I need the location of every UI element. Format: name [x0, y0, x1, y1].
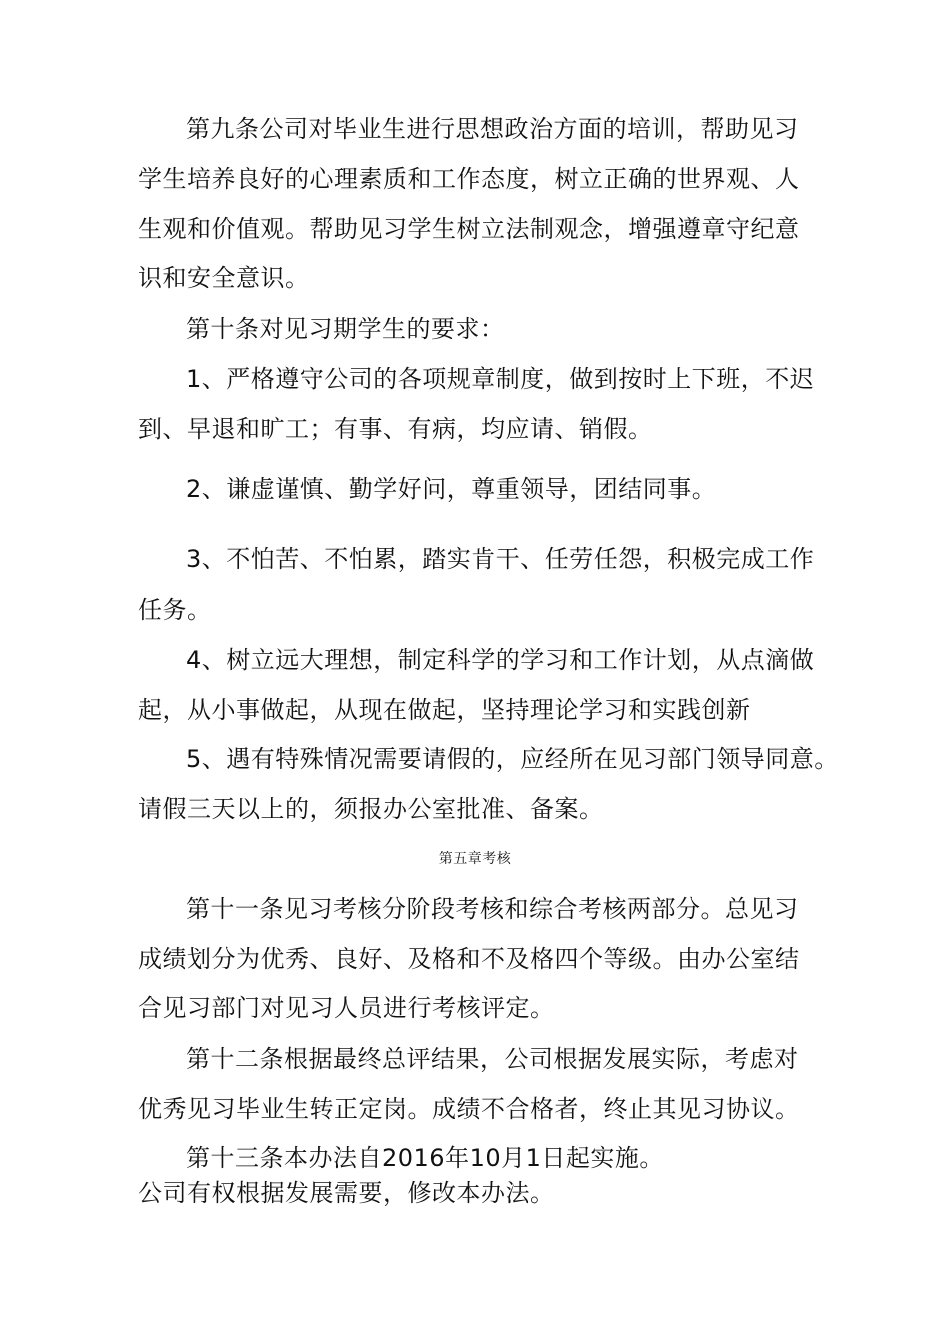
requirement-item-4-line: 4、树立远大理想，制定科学的学习和工作计划，从点滴做: [186, 646, 815, 674]
paragraph-line: 第十一条见习考核分阶段考核和综合考核两部分。总见习: [186, 895, 799, 923]
paragraph-line: 生观和价值观。帮助见习学生树立法制观念，增强遵章守纪意: [138, 215, 800, 243]
paragraph-line: 合见习部门对见习人员进行考核评定。: [138, 994, 555, 1022]
requirement-item-3-line: 任务。: [138, 596, 212, 624]
requirement-item-2-line: 2、谦虚谨慎、勤学好问，尊重领导，团结同事。: [186, 475, 717, 503]
chapter-title: 第五章考核: [438, 851, 512, 867]
paragraph-line: 成绩划分为优秀、良好、及格和不及格四个等级。由办公室结: [138, 945, 800, 973]
requirement-item-1-line: 1、严格遵守公司的各项规章制度，做到按时上下班，不迟: [186, 365, 815, 393]
paragraph-line: 优秀见习毕业生转正定岗。成绩不合格者，终止其见习协议。: [138, 1095, 800, 1123]
article-10-heading: 第十条对见习期学生的要求：: [186, 315, 505, 343]
paragraph-line: 第十三条本办法自2016年10月1日起实施。: [186, 1144, 664, 1172]
paragraph-line: 第九条公司对毕业生进行思想政治方面的培训，帮助见习: [186, 115, 799, 143]
requirement-item-5-line: 请假三天以上的，须报办公室批准、备案。: [138, 795, 604, 823]
paragraph-line: 识和安全意识。: [138, 264, 310, 292]
paragraph-line: 第十二条根据最终总评结果，公司根据发展实际，考虑对: [186, 1045, 799, 1073]
requirement-item-5-line: 5、遇有特殊情况需要请假的，应经所在见习部门领导同意。: [186, 745, 839, 773]
requirement-item-4-line: 起，从小事做起，从现在做起，坚持理论学习和实践创新: [138, 696, 751, 724]
requirement-item-3-line: 3、不怕苦、不怕累，踏实肯干、任劳任怨，积极完成工作: [186, 545, 815, 573]
paragraph-line: 公司有权根据发展需要，修改本办法。: [138, 1179, 555, 1207]
requirement-item-1-line: 到、早退和旷工；有事、有病，均应请、销假。: [138, 415, 653, 443]
paragraph-line: 学生培养良好的心理素质和工作态度，树立正确的世界观、人: [138, 165, 800, 193]
